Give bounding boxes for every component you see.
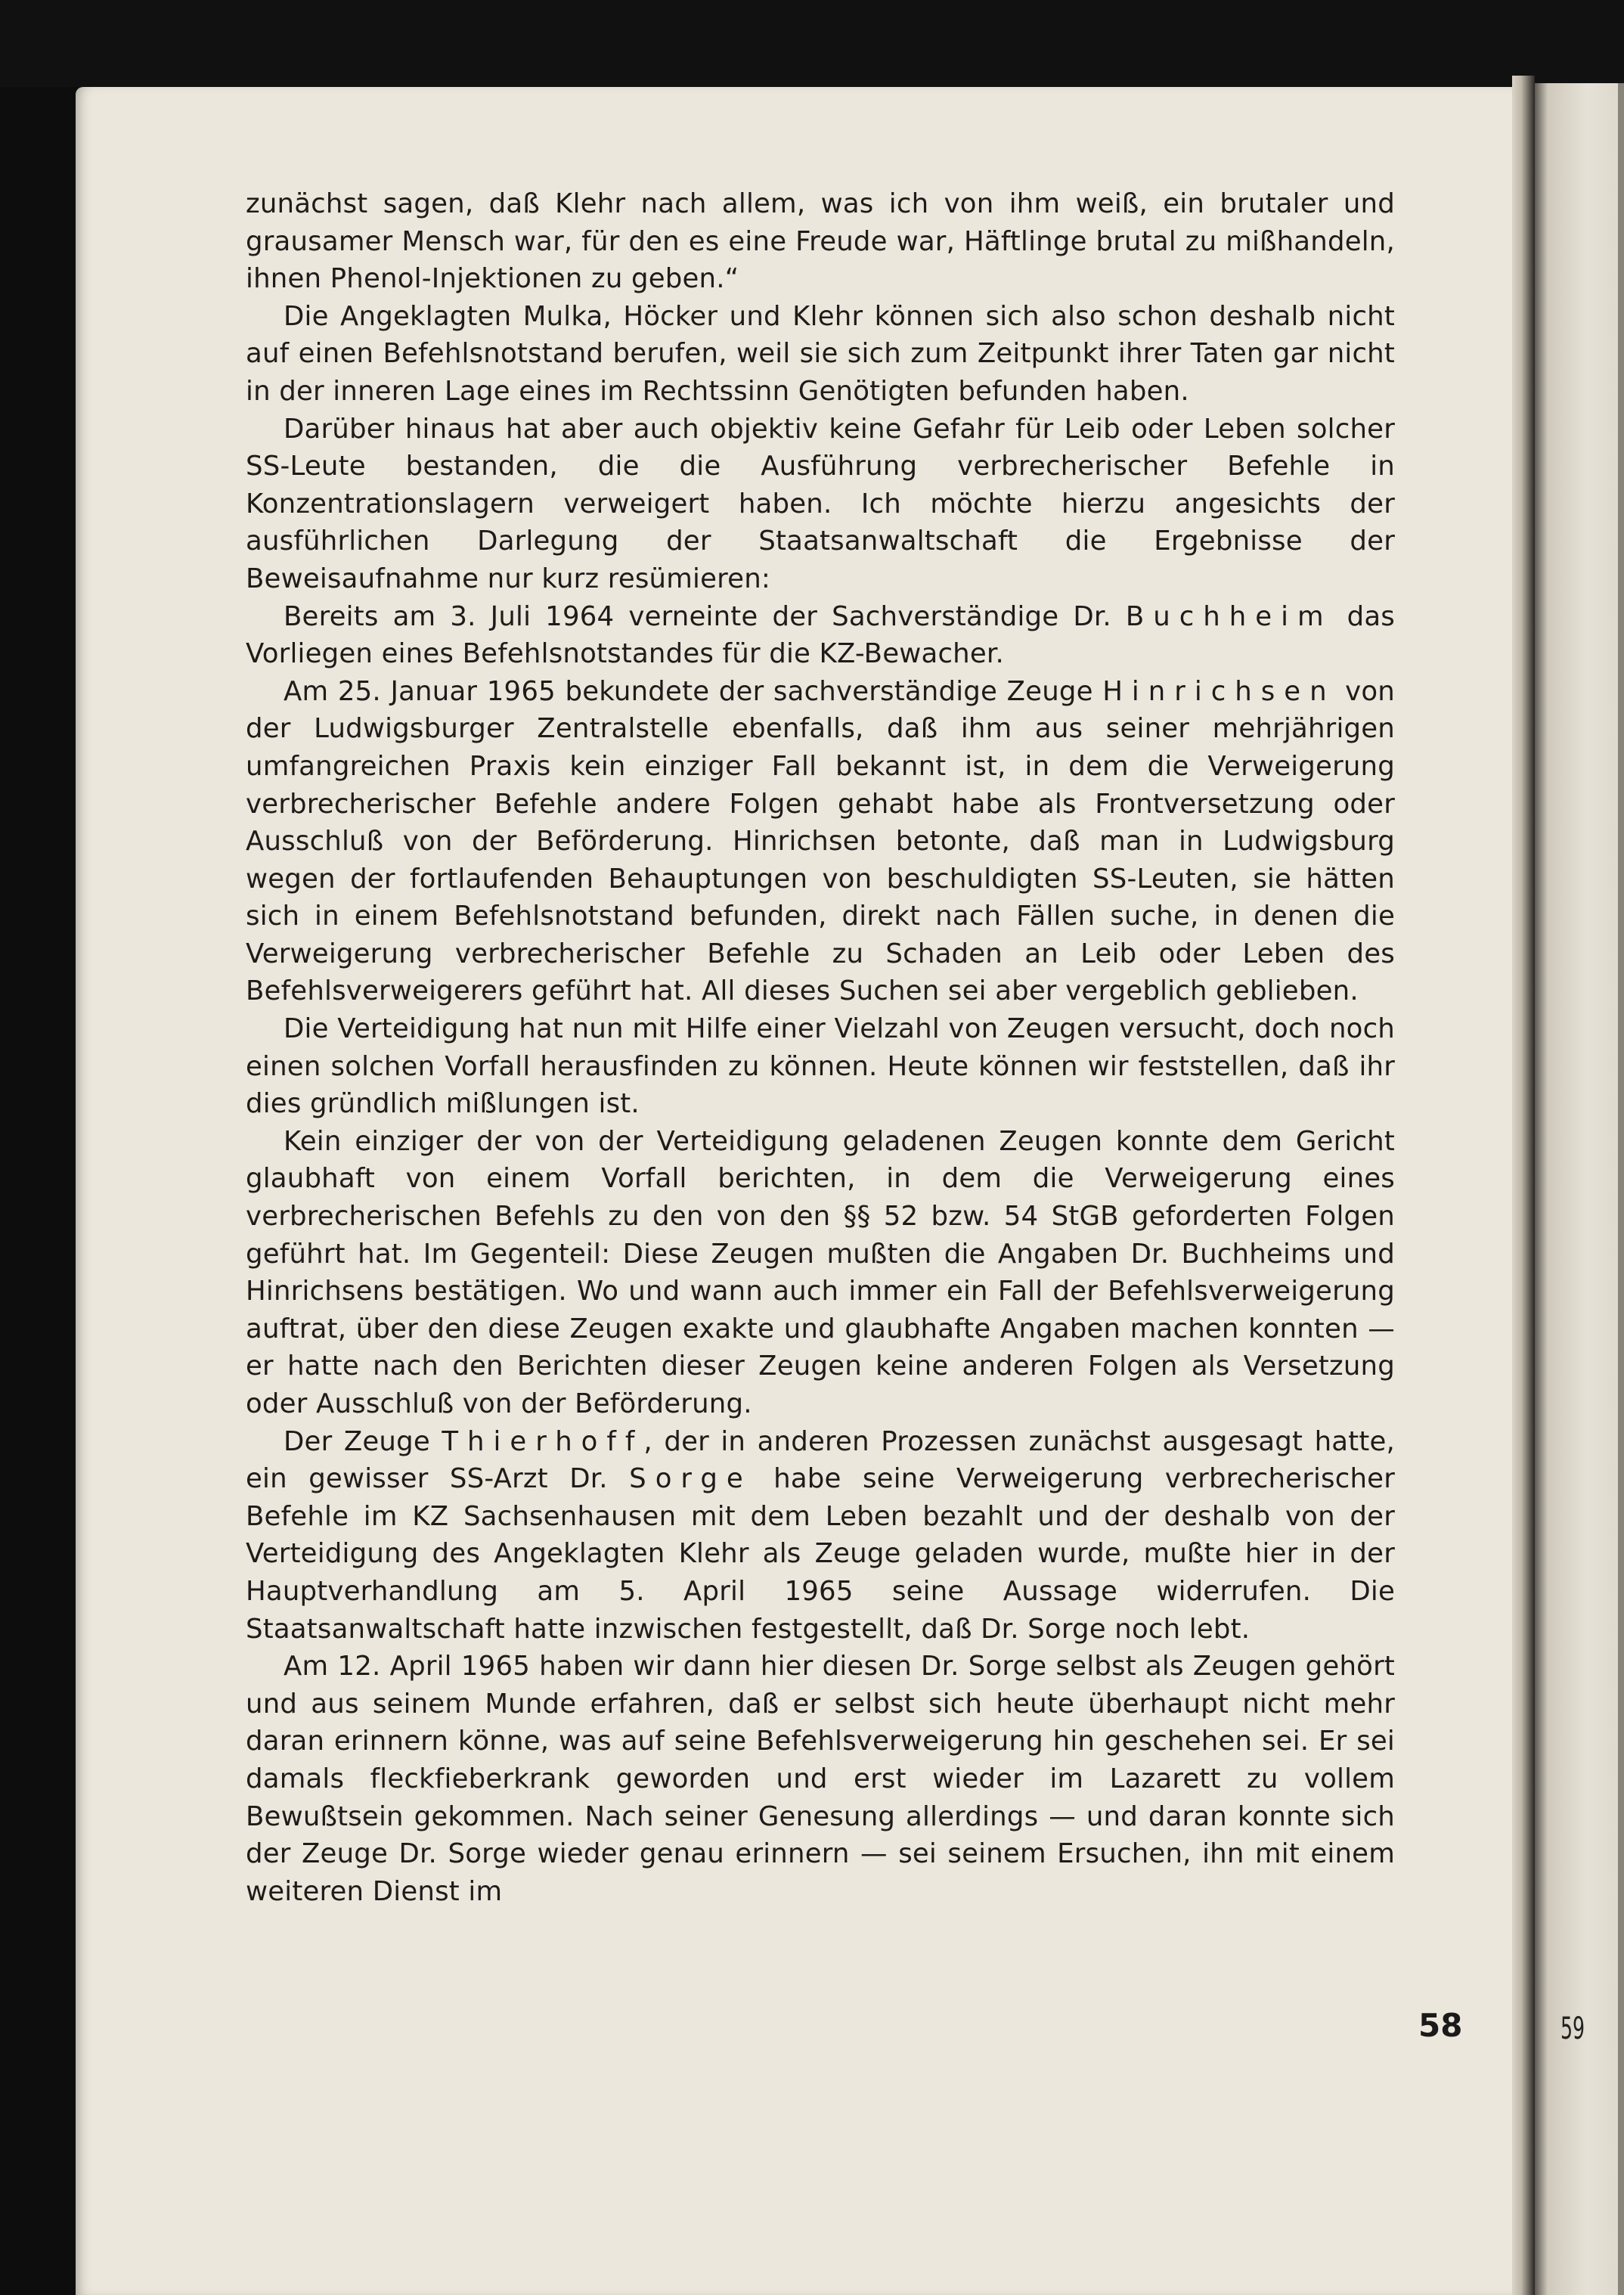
next-page-shadow xyxy=(1618,83,1624,2295)
p8-text-b: , der in anderen Prozessen zunächst ausgesagt hatte, ein gewisser SS-Arzt Dr. xyxy=(246,1425,1395,1495)
next-page-edge xyxy=(1531,83,1624,2295)
paragraph-7: Kein einziger der von der Verteidigung geladenen Zeugen konnte dem Gericht glaubhaft von einem Vorfall berichten, in dem die Verweigerung eines verbrecherischen Befehls zu den von den §§ 52 bzw. 54 StGB geforderten Folgen geführt hat. Im Gegenteil: Diese Zeugen mußten die Angaben Dr. Buchheims und Hinrichsens bestätigen. Wo und wann auch immer ein Fall der Befehlsverweigerung auftrat, über den diese Zeugen exakte und glaubhafte Angaben machen konnten — er hatte nach den Berichten dieser Zeugen keine anderen Folgen als Versetzung oder Ausschluß von der Beförderung. xyxy=(246,1125,1395,1419)
p8-text-c: habe seine Verweigerung verbrecherischer Befehle im KZ Sachsenhausen mit dem Leben bezahlt und der deshalb von der Verteidigung des Angeklagten Klehr als Zeuge geladen wurde, mußte hier in der Hauptverhandlung am 5. April 1965 seine Aussage widerrufen. Die Staatsanwaltschaft hatte inzwischen festgestellt, daß Dr. Sorge noch lebt. xyxy=(246,1463,1395,1645)
name-sorge: Sorge xyxy=(629,1463,752,1495)
paragraph-8 xyxy=(246,1423,1395,1648)
name-hinrichsen: Hinrichsen xyxy=(1102,675,1336,707)
paragraph-4 xyxy=(246,598,1395,673)
paragraph-5 xyxy=(246,673,1395,1010)
paragraph-6: Die Verteidigung hat nun mit Hilfe einer Vielzahl von Zeugen versucht, doch noch einen solchen Vorfall herausfinden zu können. Heute können wir feststellen, daß ihr dies gründlich mißlungen ist. xyxy=(246,1013,1395,1120)
paragraph-1: zunächst sagen, daß Klehr nach allem, was ich von ihm weiß, ein brutaler und grausamer Mensch war, für den es eine Freude war, Häftlinge brutal zu mißhandeln, ihnen Phenol-Injektionen zu geben.“ xyxy=(246,188,1395,295)
scan-background xyxy=(0,0,1624,87)
paragraph-3: Darüber hinaus hat aber auch objektiv keine Gefahr für Leib oder Leben solcher SS-Leute bestanden, die die Ausführung verbrecherischer Befehle in Konzentrationslagern verweigert haben. Ich möchte hierzu angesichts der ausführlichen Darlegung der Staatsanwaltschaft die Ergebnisse der Beweisaufnahme nur kurz resümieren: xyxy=(246,413,1395,594)
p4-text-b: das Vorliegen eines Befehlsnotstandes für die KZ-Bewacher. xyxy=(246,600,1395,670)
p4-text-a: Bereits am 3. Juli 1964 verneinte der Sachverständige Dr. xyxy=(284,600,1126,632)
page-number: 58 xyxy=(1418,2007,1463,2044)
p8-text-a: Der Zeuge xyxy=(284,1425,442,1457)
body-text xyxy=(246,185,1395,1910)
p5-text-b: von der Ludwigsburger Zentralstelle ebenfalls, daß ihm aus seiner mehrjährigen umfangreichen Praxis kein einziger Fall bekannt ist, in dem die Verweigerung verbrecherischer Befehle andere Folgen gehabt habe als Frontversetzung oder Ausschluß von der Beförderung. Hinrichsen betonte, daß man in Ludwigsburg wegen der fortlaufenden Behauptungen von beschuldigten SS-Leuten, sie hätten sich in einem Befehlsnotstand befunden, direkt nach Fällen suche, in denen die Verweigerung verbrecherischer Befehle zu Schaden an Leib oder Leben des Befehlsverweigerers geführt hat. All dieses Suchen sei aber vergeblich geblieben. xyxy=(246,675,1395,1007)
name-buchheim: Buchheim xyxy=(1125,600,1333,632)
paragraph-2: Die Angeklagten Mulka, Höcker und Klehr können sich also schon deshalb nicht auf einen Befehlsnotstand berufen, weil sie sich zum Zeitpunkt ihrer Taten gar nicht in der inneren Lage eines im Rechtssinn Genötigten befunden haben. xyxy=(246,300,1395,407)
next-page-number: 59 xyxy=(1560,2011,1585,2046)
paragraph-9: Am 12. April 1965 haben wir dann hier diesen Dr. Sorge selbst als Zeugen gehört und aus seinem Munde erfahren, daß er selbst sich heute überhaupt nicht mehr daran erinnern könne, was auf seine Befehlsverweigerung hin geschehen sei. Er sei damals fleckfieberkrank geworden und erst wieder im Lazarett zu vollem Bewußtsein gekommen. Nach seiner Genesung allerdings — und daran konnte sich der Zeuge Dr. Sorge wieder genau erinnern — sei seinem Ersuchen, ihn mit einem weiteren Dienst im xyxy=(246,1651,1395,1907)
p5-text-a: Am 25. Januar 1965 bekundete der sachverständige Zeuge xyxy=(284,675,1103,707)
name-thierhoff: Thierhoff xyxy=(442,1425,644,1457)
page-gutter xyxy=(1512,76,1535,2295)
